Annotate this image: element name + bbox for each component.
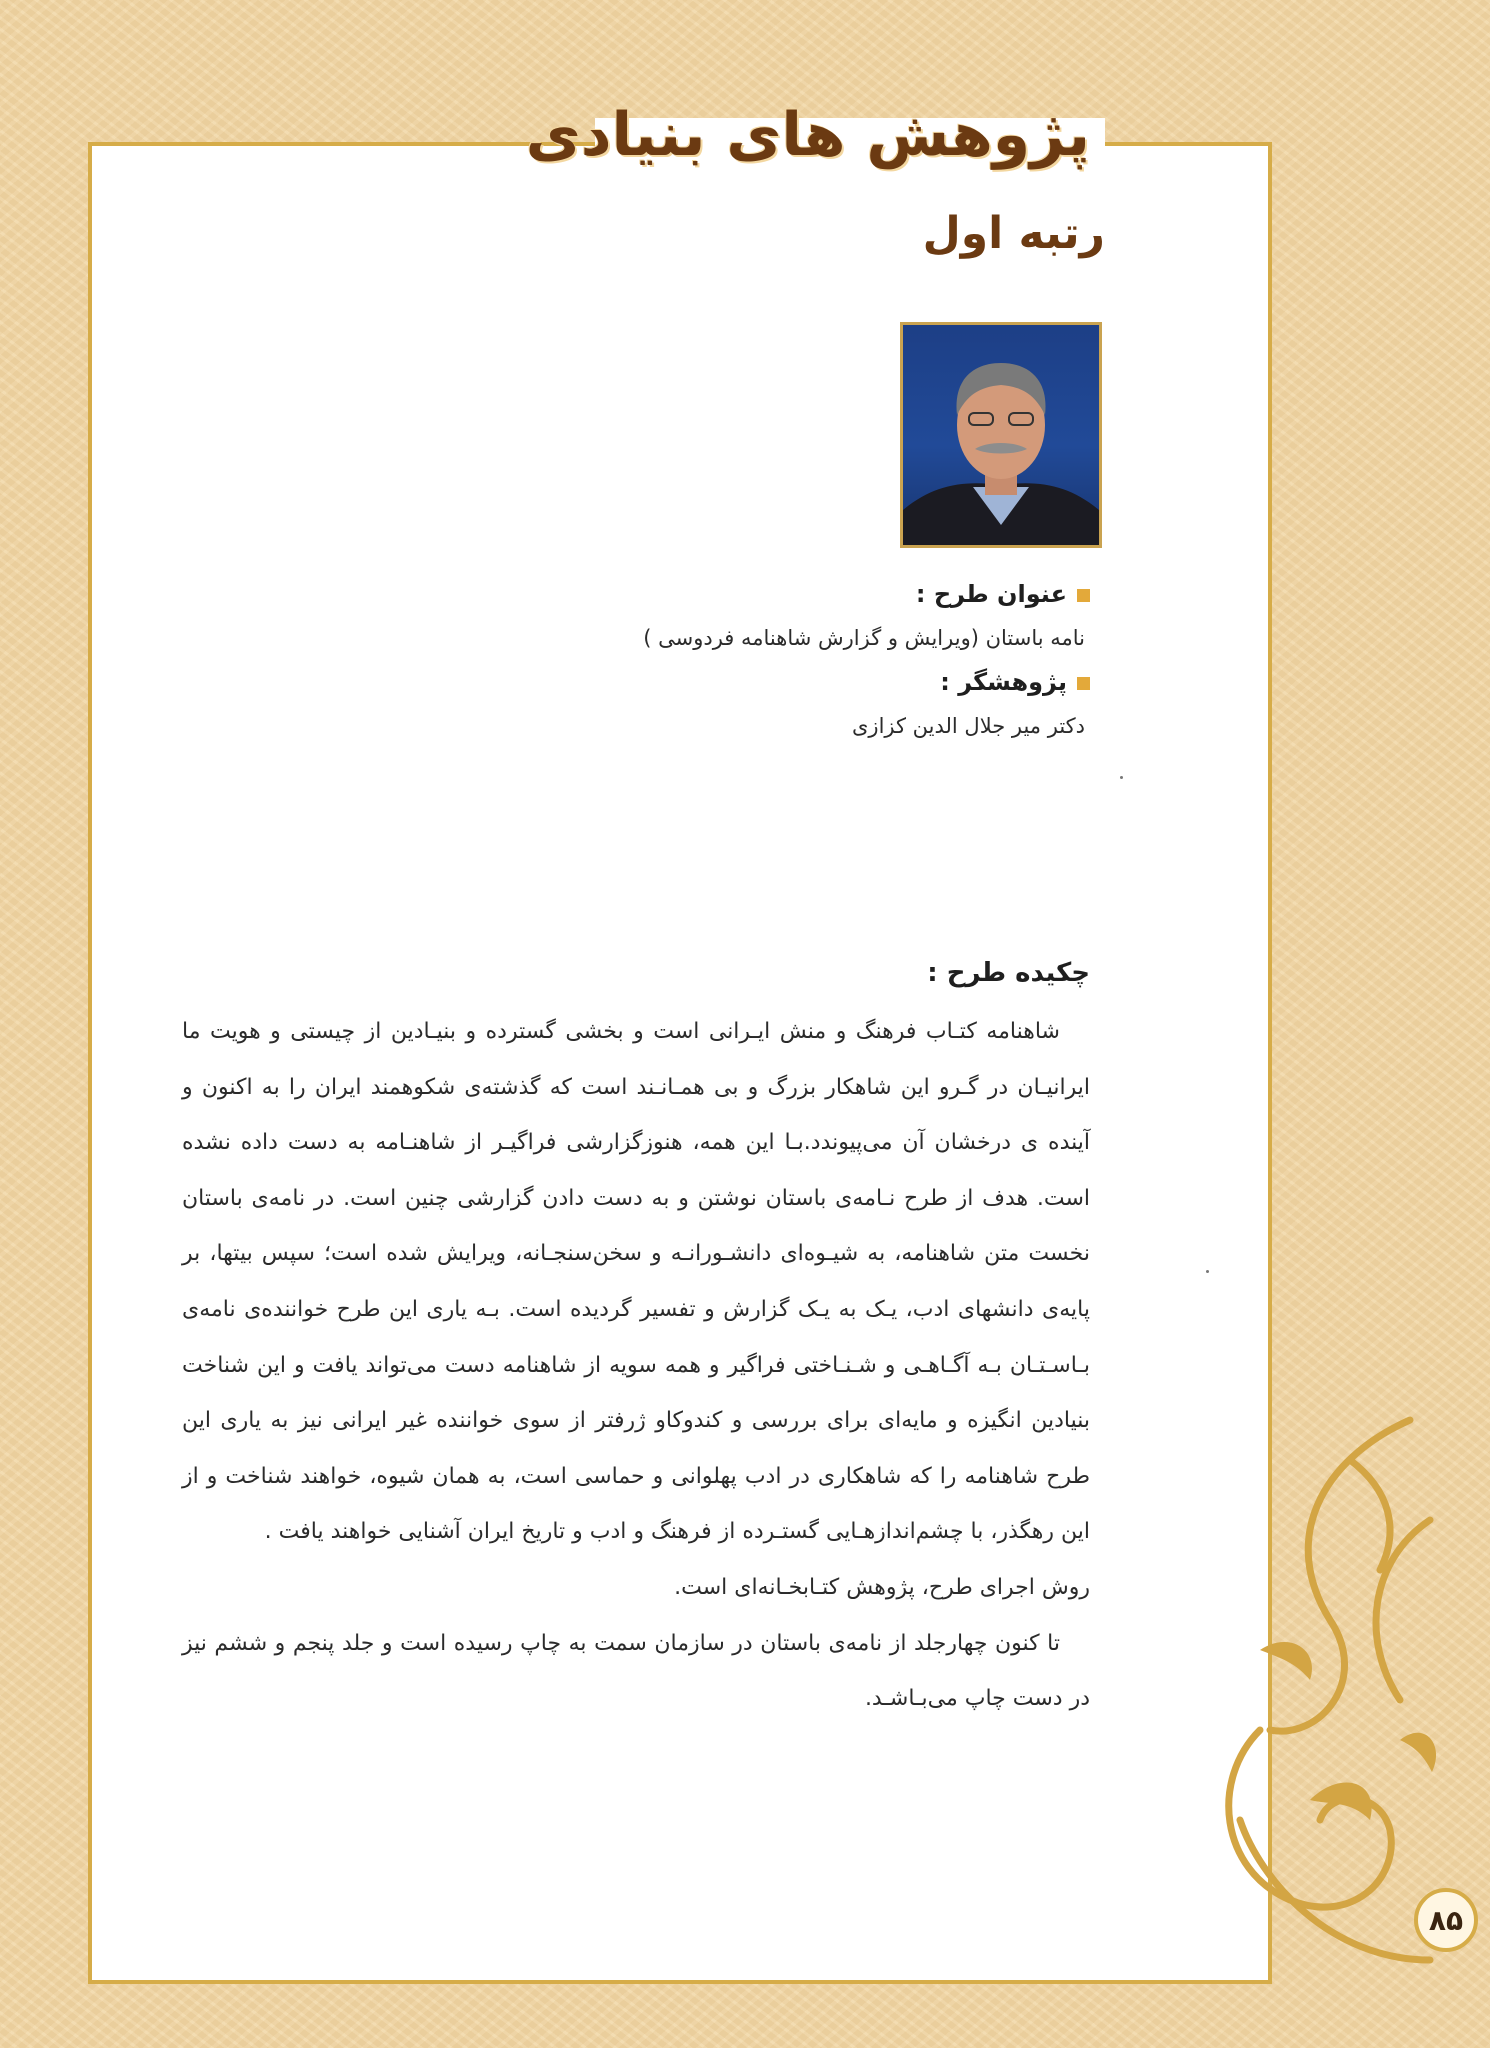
project-title-value: نامه باستان (ویرایش و گزارش شاهنامه فردوسی )	[643, 626, 1085, 650]
portrait-image	[903, 325, 1099, 545]
abstract-paragraph: شاهنامه کتـاب فرهنگ و منش ایـرانی است و بخشی گسترده و بنیـادین از چیستی و هویت ما ایرانیـان در گـرو این شاهکار بزرگ و بی همـانـند است که گذشته‌ی شکوهمند ایران را به اکنون و آینده ی درخشان آن می‌پیوندد.بـا این همه، هنوزگزارشی فراگیـر از شاهنـامه به دست داده نشده است. هدف از طرح نـامه‌ی باستان نوشتن و به دست دادن گزارشی چنین است. در نامه‌ی باستان نخست متن شاهنامه، به شیـوه‌ای دانشـورانـه و سخن‌سنجـانه، ویرایش شده است؛ سپس بیتها، بر پایه‌ی دانشهای ادب، یـک به یـک گزارش و تفسیر گردیده است. بـه یاری این طرح خواننده‌ی نامه‌ی بـاسـتـان بـه آگـاهـی و شـنـاختی فراگیر و همه سویه از شاهنامه دست می‌تواند یافت و این شناخت بنیادین انگیزه و مایه‌ای برای بررسی و کندوکاو ژرفتر از سوی خواننده غیر ایرانی نیز به یاری این طرح شاهنامه را که شاهکاری در ادب پهلوانی و حماسی است، به همان شیوه، خواهند شناخت و از این رهگذر، با چشم‌اندازهـایی گستـرده از فرهنگ و ادب و تاریخ ایران آشنایی خواهند یافت .	[182, 1019, 1090, 1545]
bullet-square-icon	[1077, 677, 1090, 690]
project-title-label-text: عنوان طرح :	[915, 580, 1067, 608]
decorative-ornament	[1200, 1400, 1450, 1980]
researcher-photo	[900, 322, 1102, 548]
researcher-value: دکتر میر جلال الدین کزازی	[852, 714, 1085, 738]
rank-subtitle: رتبه اول	[922, 208, 1105, 259]
abstract-paragraph: تا کنون چهارجلد از نامه‌ی باستان در سازمان سمت به چاپ رسیده است و جلد پنجم و ششم نیز در دست چاپ می‌بـاشـد.	[182, 1630, 1090, 1712]
abstract-paragraph: روش اجرای طرح، پژوهش کتـابخـانه‌ای است.	[674, 1574, 1090, 1600]
abstract-heading: چکیده طرح :	[927, 958, 1090, 988]
abstract-body	[182, 1004, 1090, 1727]
bullet-square-icon	[1077, 589, 1090, 602]
stray-dot	[1206, 1270, 1209, 1273]
stray-dot	[1120, 776, 1123, 779]
project-title-label	[916, 580, 1090, 608]
page-number: ۸۵	[1414, 1888, 1478, 1952]
researcher-label-text: پژوهشگر :	[940, 668, 1067, 696]
page-title: پژوهش های بنیادی	[525, 100, 1090, 170]
researcher-label	[940, 668, 1090, 696]
